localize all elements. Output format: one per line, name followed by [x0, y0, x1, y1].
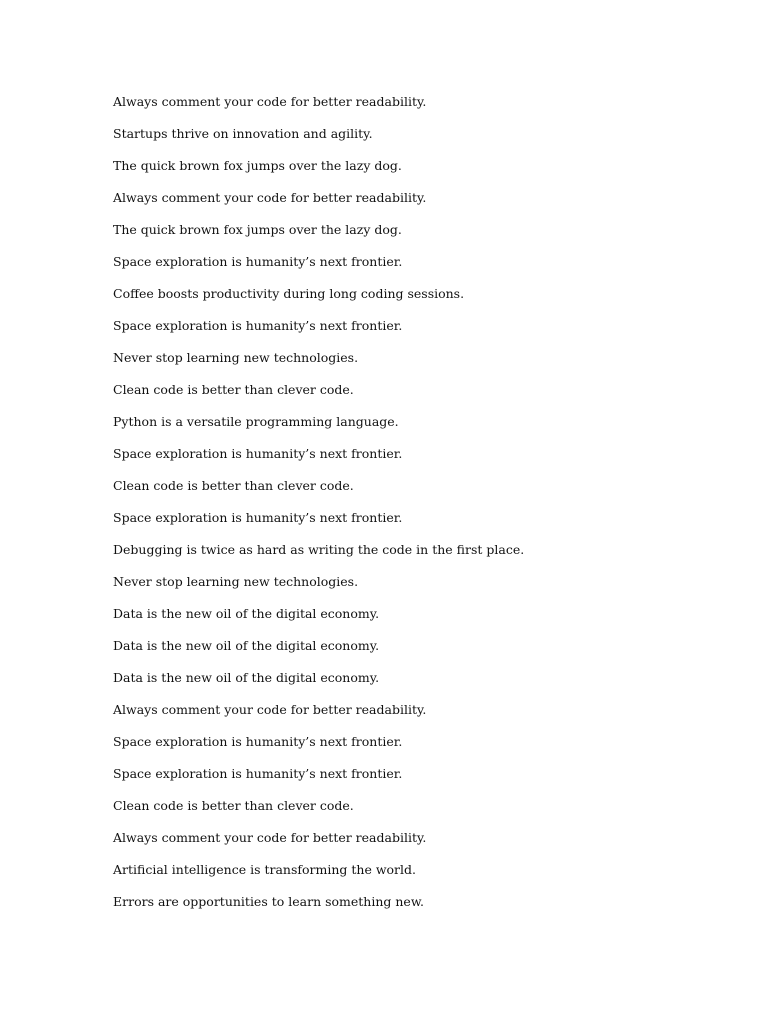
text-line: Clean code is better than clever code.: [113, 382, 354, 397]
text-line: Data is the new oil of the digital economy.: [113, 638, 380, 653]
text-lines: [113, 92, 713, 924]
text-line: Always comment your code for better readability.: [113, 190, 427, 205]
text-line: Clean code is better than clever code.: [113, 798, 354, 813]
text-line: The quick brown fox jumps over the lazy dog.: [113, 222, 402, 237]
text-line: Clean code is better than clever code.: [113, 478, 354, 493]
text-line: Coffee boosts productivity during long coding sessions.: [113, 286, 465, 301]
text-line: Data is the new oil of the digital economy.: [113, 606, 380, 621]
text-line: Errors are opportunities to learn something new.: [113, 894, 425, 909]
text-line: Space exploration is humanity’s next frontier.: [113, 318, 403, 333]
text-line: Always comment your code for better readability.: [113, 702, 427, 717]
text-line: The quick brown fox jumps over the lazy dog.: [113, 158, 402, 173]
text-line: Data is the new oil of the digital economy.: [113, 670, 380, 685]
text-line: Never stop learning new technologies.: [113, 574, 359, 589]
text-line: Space exploration is humanity’s next frontier.: [113, 510, 403, 525]
text-line: Space exploration is humanity’s next frontier.: [113, 254, 403, 269]
text-line: Space exploration is humanity’s next frontier.: [113, 734, 403, 749]
text-line: Space exploration is humanity’s next frontier.: [113, 766, 403, 781]
text-line: Artificial intelligence is transforming the world.: [113, 862, 416, 877]
text-line: Startups thrive on innovation and agility.: [113, 126, 373, 141]
text-line: Debugging is twice as hard as writing the code in the first place.: [113, 542, 525, 557]
text-line: Python is a versatile programming language.: [113, 414, 399, 429]
text-line: Space exploration is humanity’s next frontier.: [113, 446, 403, 461]
text-line: Never stop learning new technologies.: [113, 350, 359, 365]
text-line: Always comment your code for better readability.: [113, 94, 427, 109]
text-line: Always comment your code for better readability.: [113, 830, 427, 845]
